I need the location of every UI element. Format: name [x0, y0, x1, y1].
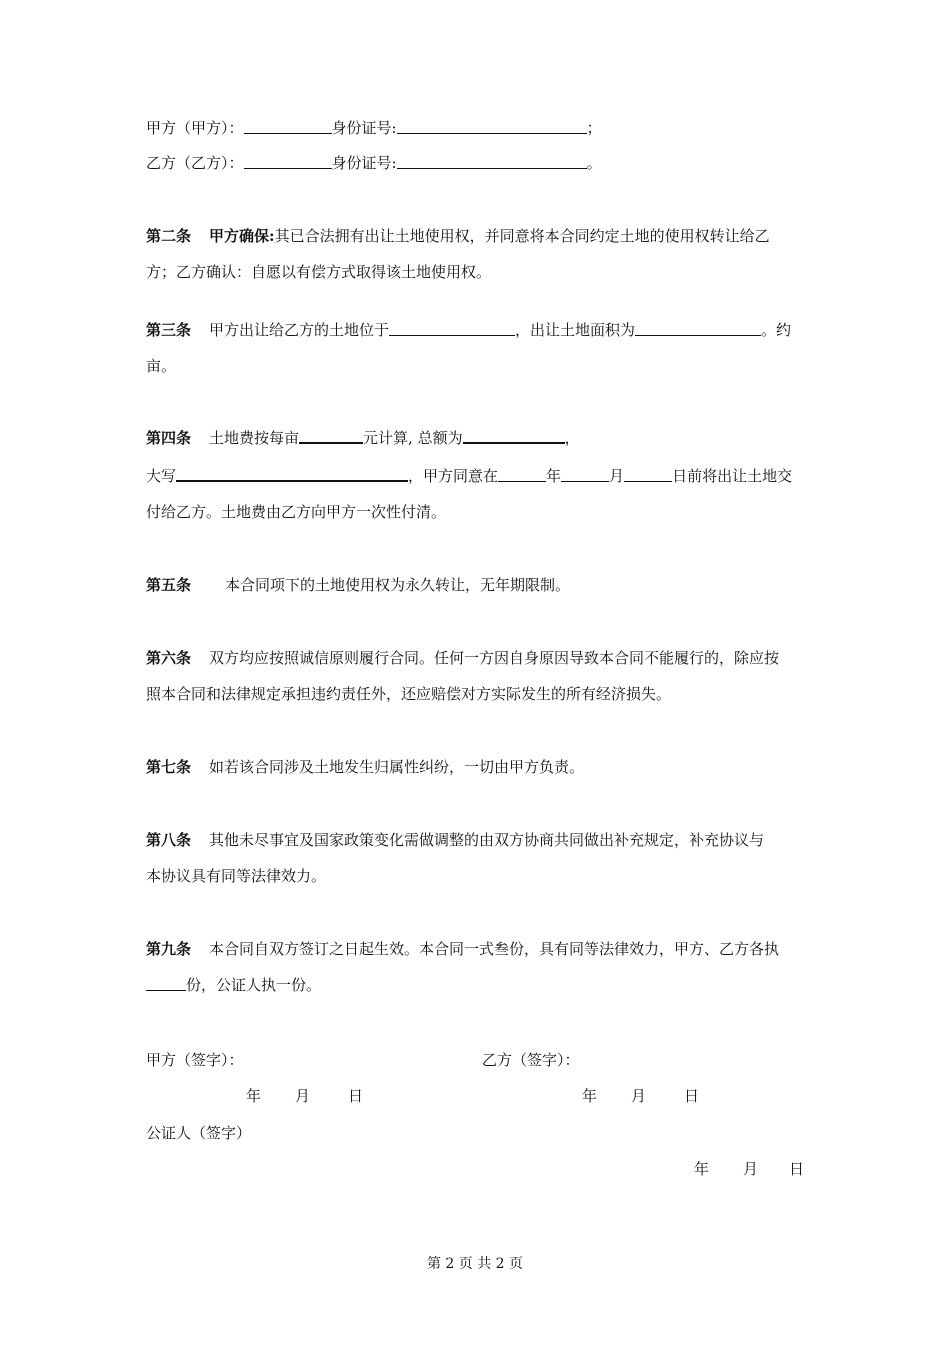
party-a-label: 甲方（甲方）：: [146, 119, 244, 137]
party-a-date: [246, 1086, 363, 1106]
article-9-line-2: [146, 975, 321, 995]
article-2-line-2: 方；乙方确认：自愿以有偿方式取得该土地使用权。: [146, 263, 492, 281]
article-4-line-1: [146, 428, 580, 448]
amount-in-words-field[interactable]: [176, 466, 408, 482]
article-9-number: 第九条: [146, 940, 192, 958]
party-a-year: 年: [246, 1087, 262, 1105]
article-2-number: 第二条: [146, 227, 192, 245]
article-4-text-5: 日前将出让土地交: [672, 467, 793, 485]
article-3-line-1: [146, 320, 791, 340]
article-4-capital-label: 大写: [146, 467, 177, 485]
article-4-line-2: [146, 466, 792, 486]
article-3-text-2: ，出让土地面积为: [515, 321, 636, 339]
article-5-text: 本合同项下的土地使用权为永久转让，无年期限制。: [225, 576, 571, 594]
delivery-month-field[interactable]: [561, 467, 609, 482]
party-b-signature-label: 乙方（签字）：: [482, 1051, 580, 1069]
party-a-signature-label: 甲方（签字）：: [146, 1051, 244, 1069]
article-9-line-1: [146, 939, 779, 959]
party-a-id-label: 身份证号:: [331, 119, 397, 137]
party-b-name-field[interactable]: [244, 154, 332, 169]
article-4-number: 第四条: [146, 429, 192, 447]
party-a-name-field[interactable]: [244, 119, 332, 134]
article-4-line-3: 付给乙方。土地费由乙方向甲方一次性付清。: [146, 503, 447, 521]
article-7-number: 第七条: [146, 758, 192, 776]
article-6-number: 第六条: [146, 649, 192, 667]
article-8-line-2: 本协议具有同等法律效力。: [146, 867, 327, 885]
article-2-line-1: [146, 226, 770, 246]
article-4-text-1: 土地费按每亩: [209, 429, 300, 447]
article-7-text: 如若该合同涉及土地发生归属性纠纷，一切由甲方负责。: [209, 758, 585, 776]
article-4-text-2: 元计算, 总额为: [363, 429, 463, 447]
party-b-month: 月: [631, 1087, 647, 1105]
party-a-end: ；: [586, 119, 602, 137]
party-b-label: 乙方（乙方）：: [146, 154, 244, 172]
article-8-text: 其他未尽事宜及国家政策变化需做调整的由双方协商共同做出补充规定，补充协议与: [209, 831, 765, 849]
notary-month: 月: [743, 1160, 759, 1178]
article-4-text-4: ，甲方同意在: [408, 467, 499, 485]
year-label: 年: [546, 467, 562, 485]
party-b-id-field[interactable]: [397, 154, 587, 169]
notary-year: 年: [694, 1160, 710, 1178]
article-2-bold: 甲方确保:: [209, 227, 275, 245]
article-6-line-1: [146, 648, 779, 668]
notary-day: 日: [789, 1160, 805, 1178]
party-b-end: 。: [586, 154, 602, 172]
article-9-text-2: 份，公证人执一份。: [186, 976, 322, 994]
page-footer: 第 2 页 共 2 页: [426, 1256, 524, 1272]
party-a-line: [146, 118, 602, 138]
article-2-text: 其已合法拥有出让土地使用权，并同意将本合同约定土地的使用权转让给乙: [274, 227, 770, 245]
notary-signature-label: 公证人（签字）: [146, 1124, 252, 1142]
article-3-text-1: 甲方出让给乙方的土地位于: [209, 321, 390, 339]
delivery-day-field[interactable]: [624, 467, 672, 482]
article-3-text-3: 。约: [761, 321, 792, 339]
article-8-number: 第八条: [146, 831, 192, 849]
article-8-line-1: [146, 830, 764, 850]
party-a-id-field[interactable]: [397, 119, 587, 134]
party-b-year: 年: [582, 1087, 598, 1105]
land-area-field[interactable]: [635, 321, 761, 336]
land-location-field[interactable]: [389, 321, 515, 336]
party-b-date: [582, 1086, 699, 1106]
party-b-line: [146, 153, 602, 173]
party-b-id-label: 身份证号:: [331, 154, 397, 172]
article-4-text-3: ，: [564, 429, 580, 447]
price-per-mu-field[interactable]: [299, 428, 363, 444]
month-label: 月: [609, 467, 625, 485]
article-3-number: 第三条: [146, 321, 192, 339]
notary-date: [694, 1159, 804, 1179]
party-a-day: 日: [348, 1087, 364, 1105]
party-b-day: 日: [684, 1087, 700, 1105]
copies-count-field[interactable]: [146, 976, 186, 991]
article-3-line-2: 亩。: [146, 357, 177, 375]
party-a-month: 月: [295, 1087, 311, 1105]
article-5-line: [146, 575, 570, 595]
article-9-text: 本合同自双方签订之日起生效。本合同一式叁份，具有同等法律效力，甲方、乙方各执: [209, 940, 780, 958]
article-5-number: 第五条: [146, 576, 192, 594]
delivery-year-field[interactable]: [498, 467, 546, 482]
article-6-text: 双方均应按照诚信原则履行合同。任何一方因自身原因导致本合同不能履行的，除应按: [209, 649, 780, 667]
total-amount-field[interactable]: [463, 428, 565, 444]
article-6-line-2: 照本合同和法律规定承担违约责任外，还应赔偿对方实际发生的所有经济损失。: [146, 685, 672, 703]
article-7-line: [146, 757, 584, 777]
